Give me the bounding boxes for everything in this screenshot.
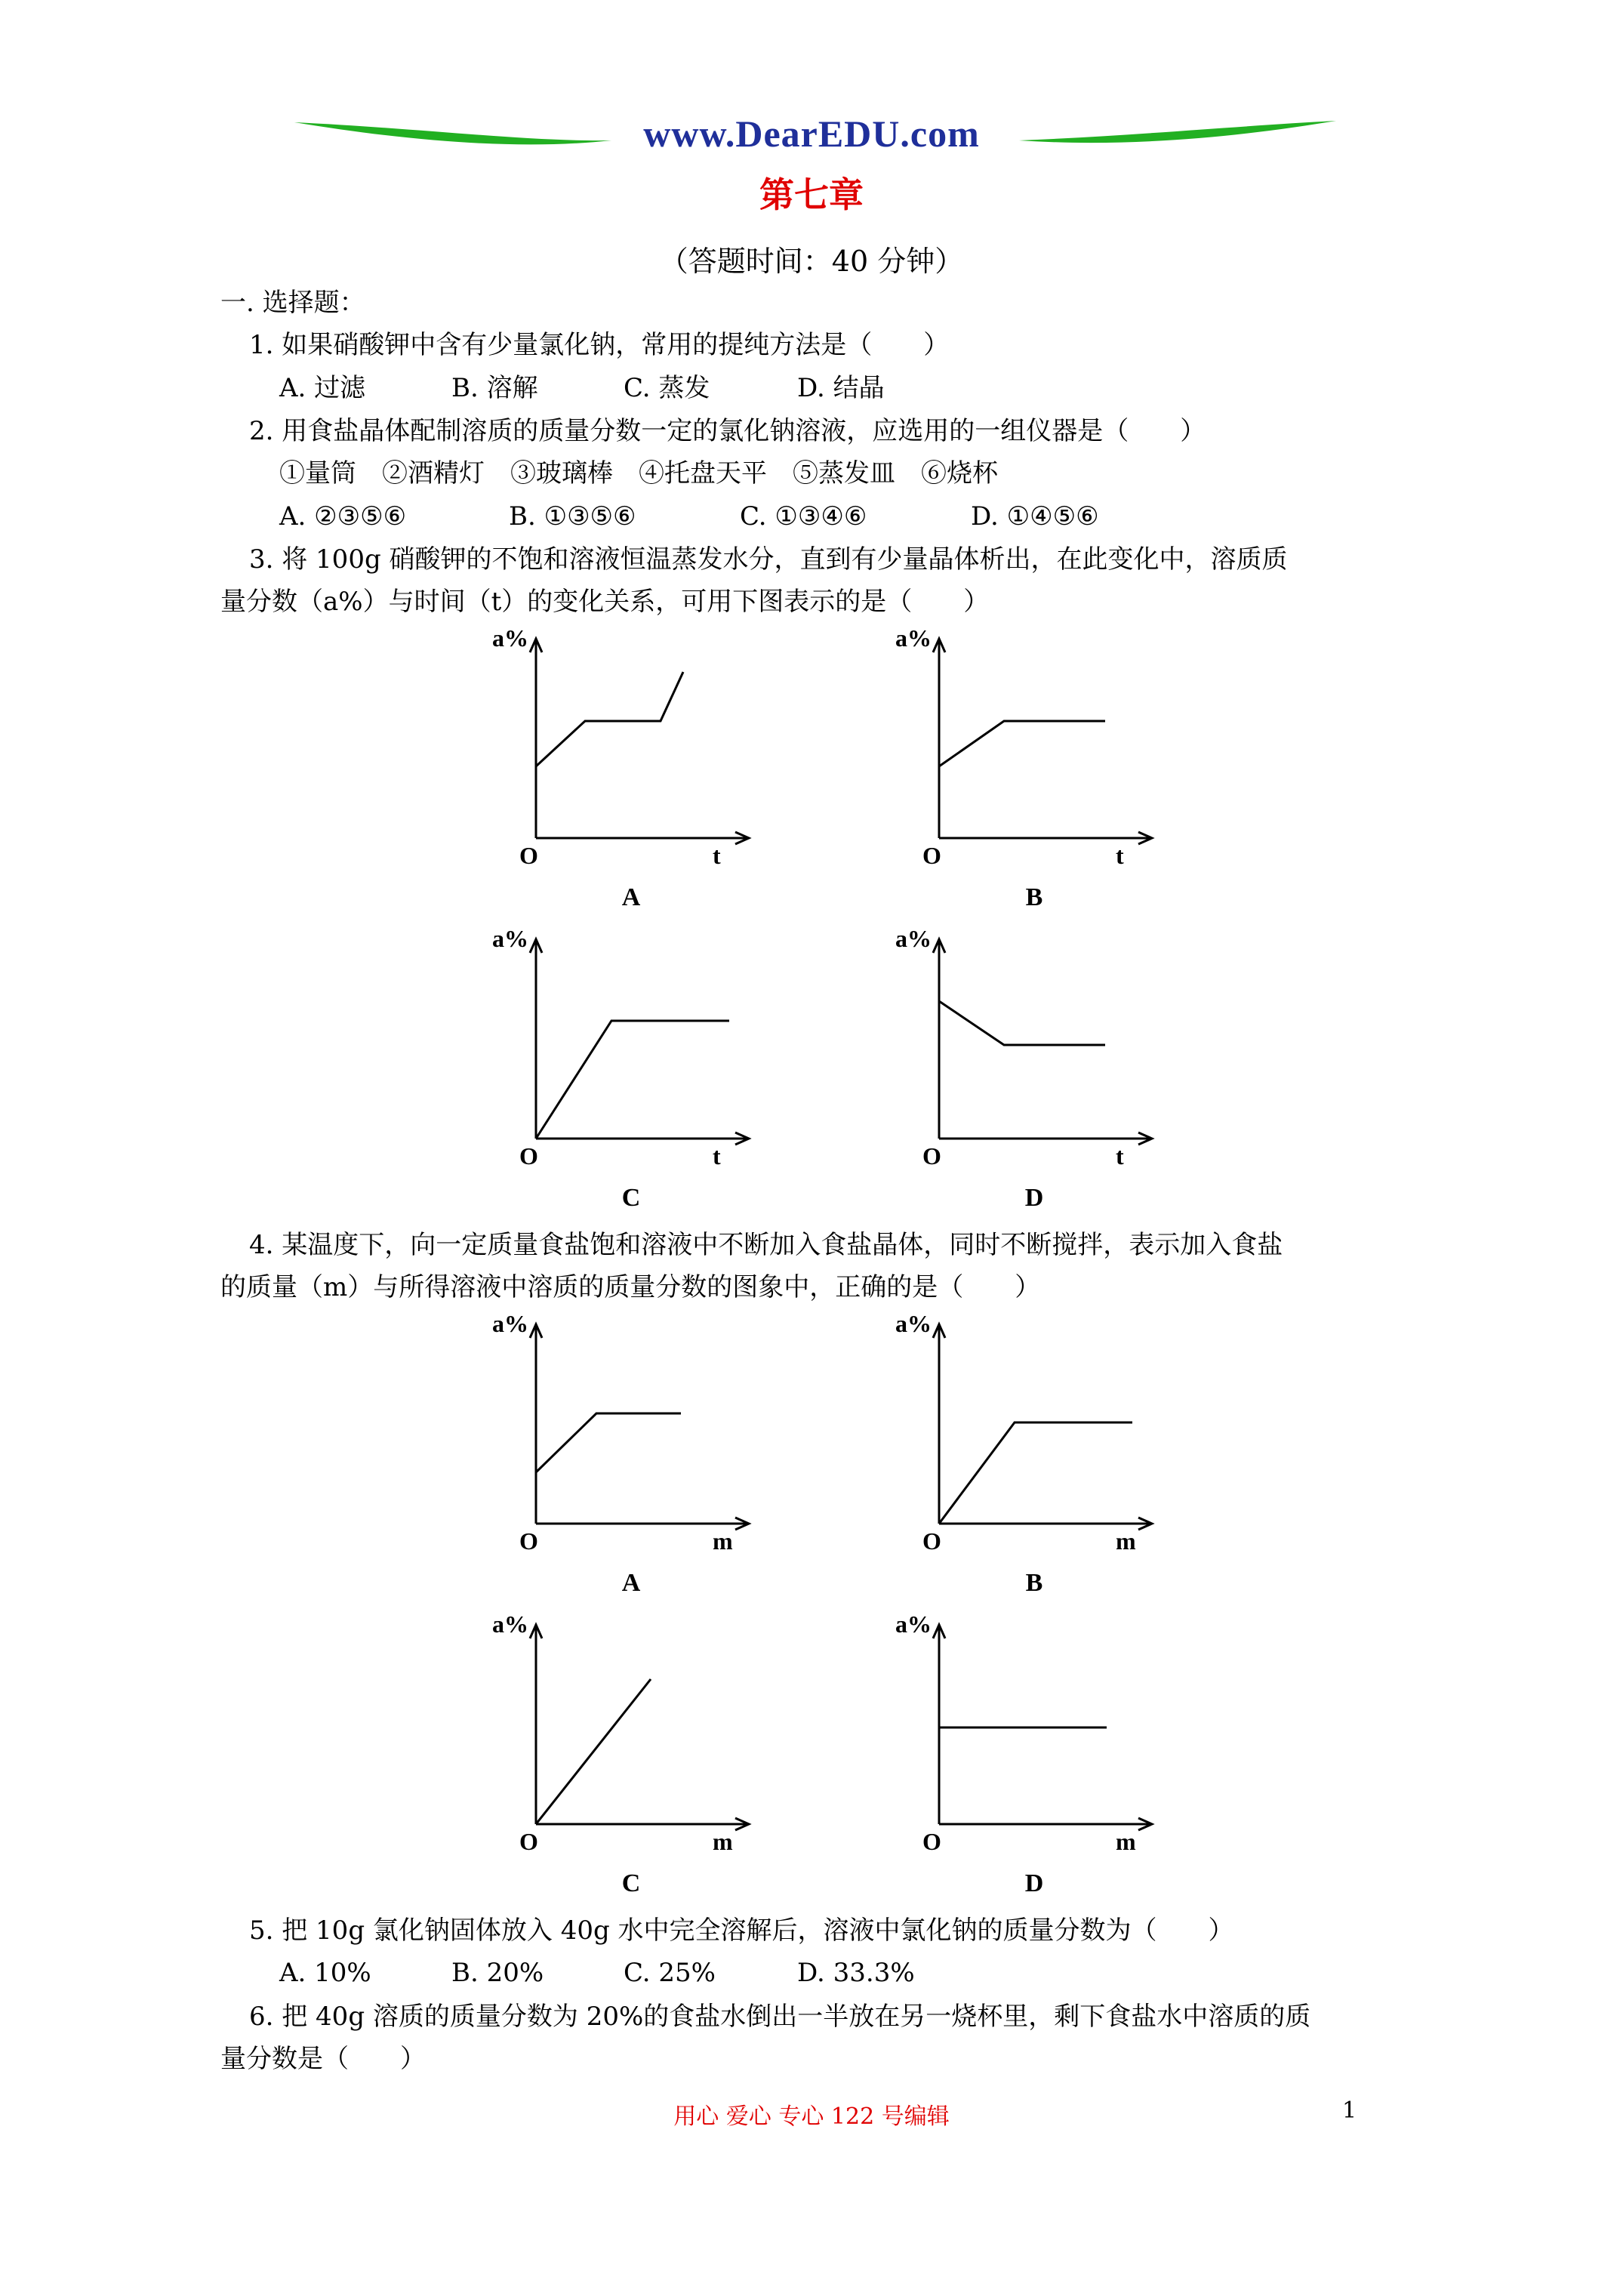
q3-b-ylabel: a% [895, 627, 932, 652]
q4-graph-a [453, 1312, 770, 1569]
q3-label-d: D [1024, 1184, 1044, 1212]
q2-items: ①量筒 ②酒精灯 ③玻璃棒 ④托盘天平 ⑤蒸发皿 ⑥烧杯 [279, 458, 998, 488]
brand-logo-text: www.DearEDU.com [643, 112, 980, 155]
q4-b-ylabel: a% [895, 1312, 932, 1337]
q3-c-origin: O [519, 1142, 538, 1170]
q1-option-b: B. 溶解 [451, 373, 538, 403]
q1-option-a: A. 过滤 [279, 373, 366, 403]
q4-c-origin: O [519, 1828, 538, 1855]
q3-a-origin: O [519, 842, 538, 869]
q4-c-xlabel: m [713, 1828, 733, 1855]
q3-graph-c [453, 927, 770, 1184]
chapter-title: 第七章 [759, 174, 864, 215]
q4-label-c: C [621, 1869, 641, 1897]
q2-option-b: B. ①③⑤⑥ [509, 501, 636, 532]
q3-a-curve [536, 672, 683, 766]
q4-graph-b [856, 1312, 1173, 1569]
q5-option-d: D. 33.3% [797, 1958, 915, 1988]
q4-stem-line2: 的质量（m）与所得溶液中溶质的质量分数的图象中，正确的是（ ） [220, 1272, 1041, 1302]
q3-c-xlabel: t [713, 1142, 721, 1170]
q1-option-d: D. 结晶 [797, 373, 885, 403]
q3-graph-a [453, 627, 770, 883]
q4-a-origin: O [519, 1527, 538, 1555]
q4-d-xlabel: m [1116, 1828, 1136, 1855]
q3-graph-d [856, 927, 1173, 1184]
q4-graph-d [856, 1613, 1173, 1869]
time-limit: （答题时间：40 分钟） [659, 245, 964, 278]
q3-label-b: B [1025, 883, 1043, 911]
q3-stem-line2: 量分数（a%）与时间（t）的变化关系，可用下图表示的是（ ） [220, 587, 990, 617]
q4-b-curve [939, 1422, 1132, 1524]
q5-option-b: B. 20% [451, 1958, 544, 1988]
section-heading: 一. 选择题： [220, 288, 365, 318]
q2-option-c: C. ①③④⑥ [740, 501, 867, 532]
q2-stem: 2. 用食盐晶体配制溶质的质量分数一定的氯化钠溶液，应选用的一组仪器是（ ） [249, 416, 1206, 446]
q4-c-ylabel: a% [492, 1613, 528, 1638]
q2-option-a: A. ②③⑤⑥ [279, 501, 407, 532]
q4-label-a: A [621, 1569, 641, 1597]
q4-label-d: D [1024, 1869, 1044, 1897]
page-number: 1 [1342, 2097, 1357, 2124]
q4-d-ylabel: a% [895, 1613, 932, 1638]
q4-label-b: B [1025, 1569, 1043, 1597]
q3-b-origin: O [922, 842, 941, 869]
q3-d-curve [939, 1001, 1105, 1045]
q3-label-a: A [621, 883, 641, 911]
q4-b-origin: O [922, 1527, 941, 1555]
q3-a-xlabel: t [713, 842, 721, 869]
q3-stem-line1: 3. 将 100g 硝酸钾的不饱和溶液恒温蒸发水分，直到有少量晶体析出，在此变化中，溶质质 [249, 544, 1288, 575]
footer-text: 用心 爱心 专心 122 号编辑 [673, 2103, 950, 2130]
q1-option-c: C. 蒸发 [624, 373, 710, 403]
q4-b-xlabel: m [1116, 1527, 1136, 1555]
q4-a-curve [536, 1413, 681, 1472]
q4-a-xlabel: m [713, 1527, 733, 1555]
q3-a-ylabel: a% [492, 627, 528, 652]
q5-stem: 5. 把 10g 氯化钠固体放入 40g 水中完全溶解后，溶液中氯化钠的质量分数为（ ） [249, 1915, 1234, 1946]
q3-graph-b [856, 627, 1173, 883]
q3-c-curve [536, 1021, 729, 1139]
q3-b-xlabel: t [1116, 842, 1124, 869]
q3-c-ylabel: a% [492, 927, 528, 952]
q3-d-xlabel: t [1116, 1142, 1124, 1170]
q4-d-origin: O [922, 1828, 941, 1855]
q4-c-curve [536, 1679, 651, 1824]
q2-option-d: D. ①④⑤⑥ [971, 501, 1099, 532]
q5-option-c: C. 25% [624, 1958, 716, 1988]
q5-option-a: A. 10% [279, 1958, 371, 1988]
q3-b-curve [939, 721, 1105, 766]
q3-label-c: C [621, 1184, 641, 1212]
q6-stem-line1: 6. 把 40g 溶质的质量分数为 20%的食盐水倒出一半放在另一烧杯里，剩下食盐水中溶质的质 [249, 2002, 1311, 2032]
q1-stem: 1. 如果硝酸钾中含有少量氯化钠，常用的提纯方法是（ ） [249, 330, 950, 360]
q6-stem-line2: 量分数是（ ） [220, 2044, 426, 2074]
q3-d-ylabel: a% [895, 927, 932, 952]
q4-a-ylabel: a% [492, 1312, 528, 1337]
q4-stem-line1: 4. 某温度下，向一定质量食盐饱和溶液中不断加入食盐晶体，同时不断搅拌，表示加入食盐 [249, 1230, 1283, 1260]
q4-graph-c [453, 1613, 770, 1869]
q3-d-origin: O [922, 1142, 941, 1170]
